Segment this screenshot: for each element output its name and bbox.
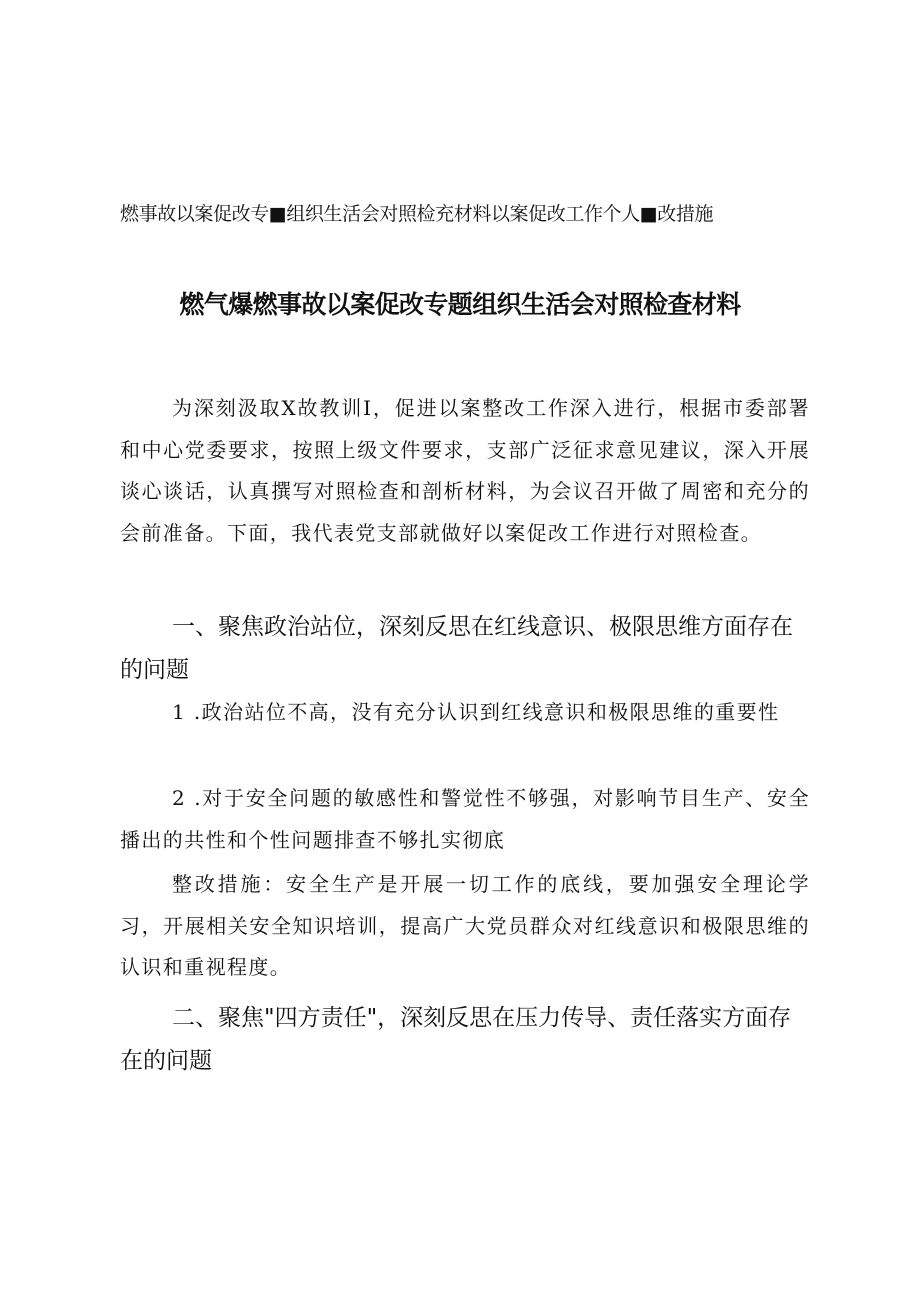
section-2-heading: 二、聚焦"四方责任"，深刻反思在压力传导、责任落实方面存在的问题 bbox=[120, 1005, 792, 1074]
section-1-measures: 整改措施：安全生产是开展一切工作的底线，要加强安全理论学习，开展相关安全知识培训，提高广大党员群众对红线意识和极限思维的认识和重视程度。 bbox=[120, 872, 810, 979]
intro-paragraph: 为深刻汲取X故教训I，促进以案整改工作深入进行，根据市委部署和中心党委要求，按照上级文件要求，支部广泛征求意见建议，深入开展谈心谈话，认真撰写对照检查和剖析材料，为会议召开做了周密和充分的会前准备。下面，我代表党支部就做好以案促改工作进行对照检查。 bbox=[120, 396, 810, 545]
document-title: 燃气爆燃事故以案促改专题组织生活会对照检查材料 bbox=[179, 290, 741, 319]
section-1-item-1: 1 .政治站位不高，没有充分认识到红线意识和极限思维的重要性 bbox=[172, 700, 780, 724]
section-1-heading: 一、聚焦政治站位，深刻反思在红线意识、极限思维方面存在的问题 bbox=[120, 614, 793, 683]
section-1-item-2: 2 .对于安全问题的敏感性和警觉性不够强，对影响节目生产、安全播出的共性和个性问题排查不够扎实彻底 bbox=[120, 786, 810, 852]
document-header-line: 燃事故以案促改专■组织生活会对照检充材料以案促改工作个人■改措施 bbox=[120, 203, 714, 225]
